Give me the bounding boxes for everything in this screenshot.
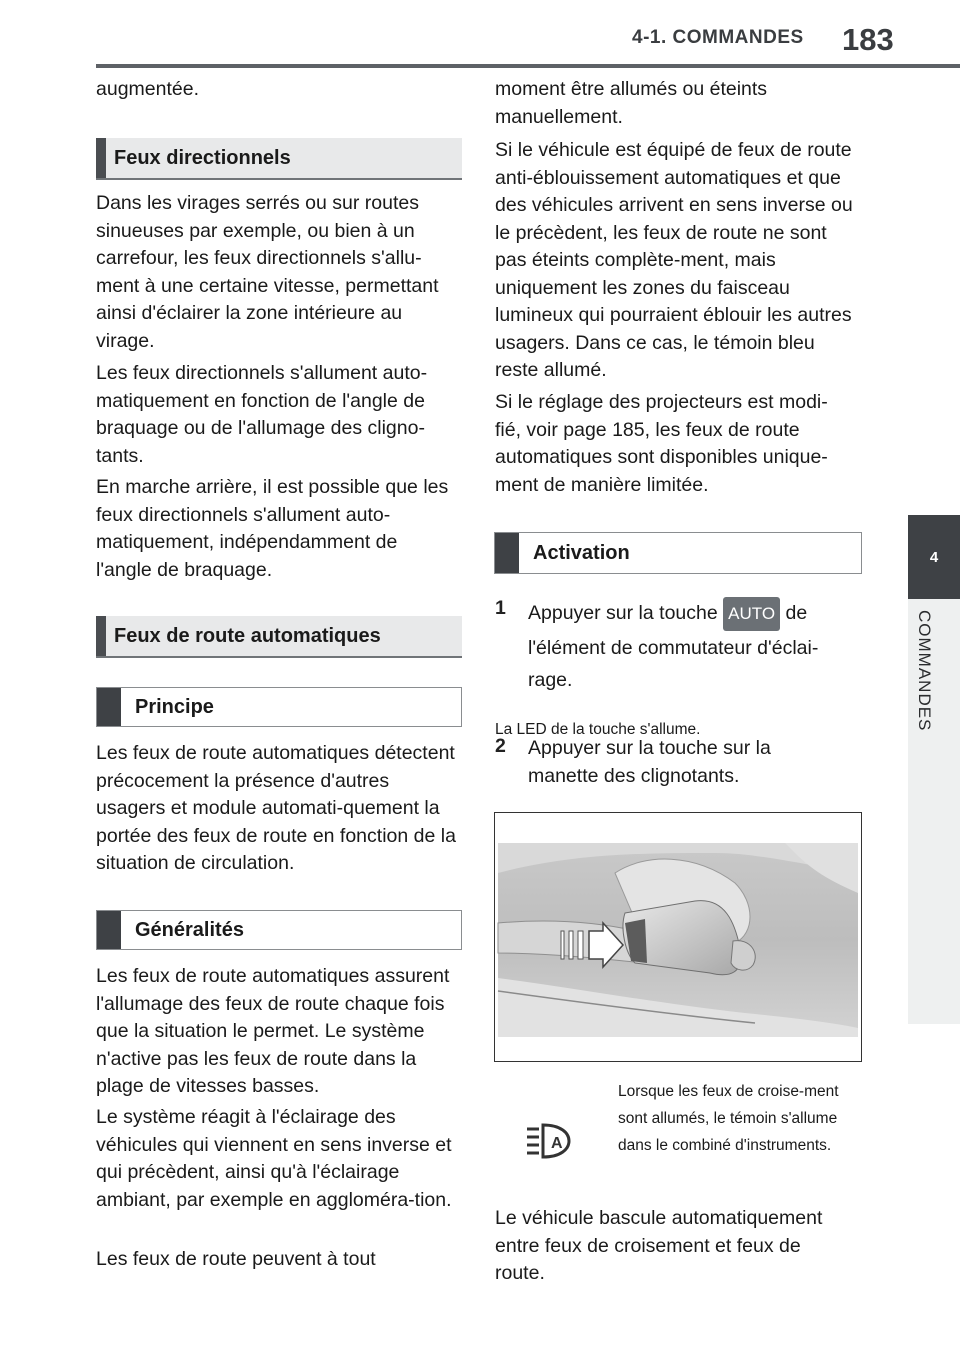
section-title: 4-1. COMMANDES: [632, 27, 804, 48]
step-number: 1: [495, 597, 506, 619]
step-1-line1: [528, 597, 858, 631]
step-1-text: Appuyer sur la touche: [528, 602, 718, 625]
paragraph: En marche arrière, il est possible que les feux directionnels s'allument auto-matiquement, indépendamment de l'angle de braquage.: [96, 476, 449, 581]
heading-feux-directionnels: [96, 138, 462, 180]
heading-text: Feux directionnels: [114, 146, 291, 169]
chapter-tab: [908, 515, 960, 599]
intro-text: augmentée.: [96, 78, 199, 100]
heading-generalites: [96, 910, 462, 950]
step-2-text: Appuyer sur la touche sur la manette des clignotants.: [528, 737, 771, 787]
paragraph: Les feux de route automatiques assurent l'allumage des feux de route chaque fois que la situation le permet. Le système n'active pas les feux de route dans la plage de vitesses basses.: [96, 965, 450, 1097]
paragraph: moment être allumés ou éteints manuellement.: [495, 78, 768, 128]
indicator-note: Lorsque les feux de croise-ment sont allumés, le témoin s'allume dans le combiné d'instruments.: [618, 1083, 839, 1154]
paragraph: Le système réagit à l'éclairage des véhicules qui viennent en sens inverse et qui précèdent, ainsi qu'à l'éclairage ambiant, par exemple en aggloméra-tion.: [96, 1106, 452, 1211]
step-number: 2: [495, 735, 506, 757]
heading-marker: [97, 911, 121, 949]
figure-illustration: [495, 813, 861, 1061]
svg-text:A: A: [551, 1135, 563, 1152]
auto-key-icon: AUTO: [723, 597, 780, 631]
heading-marker: [96, 138, 106, 178]
chapter-label: COMMANDES: [915, 610, 934, 732]
led-note: La LED de la touche s'allume.: [495, 720, 701, 738]
heading-feux-route-automatiques: [96, 616, 462, 658]
heading-marker: [495, 533, 519, 573]
heading-text: Généralités: [135, 918, 244, 941]
heading-marker: [96, 616, 106, 656]
paragraph: Dans les virages serrés ou sur routes sinueuses par exemple, ou bien à un carrefour, les feux directionnels s'allu-ment à une certaine vitesse, permettant ainsi d'éclairer la zone intérieure au virage.: [96, 192, 439, 352]
step-1-line3: rage.: [528, 669, 573, 691]
page-number: 183: [842, 22, 894, 57]
step-1-text-end: de: [785, 602, 808, 625]
heading-text: Principe: [135, 695, 214, 718]
heading-text: Feux de route automatiques: [114, 624, 381, 647]
paragraph: Si le réglage des projecteurs est modi-fié, voir page 185, les feux de route automatiques sont disponibles unique-ment de manière limitée.: [495, 391, 828, 496]
heading-activation: [494, 532, 862, 574]
paragraph: Si le véhicule est équipé de feux de route anti-éblouissement automatiques et que des véhicules arrivent en sens inverse ou le précèdent, les feux de route ne sont pas éteints complète-ment, mais uniquement les zones du faisceau lumineux qui pourraient éblouir les autres usagers. Dans ce cas, le témoin bleu reste allumé.: [495, 139, 853, 381]
turn-signal-stalk-figure: [494, 812, 862, 1062]
heading-marker: [97, 688, 121, 726]
heading-principe: [96, 687, 462, 727]
header-rule: [96, 64, 960, 68]
chapter-number: 4: [929, 548, 939, 566]
heading-text: Activation: [533, 541, 630, 564]
paragraph: Les feux de route automatiques détectent précocement la présence d'autres usagers et module automati-quement la portée des feux de route en fonction de la situation de circulation.: [96, 742, 456, 874]
paragraph: Les feux directionnels s'allument auto-matiquement en fonction de l'angle de braquage ou de l'allumage des cligno-tants.: [96, 362, 428, 467]
auto-high-beam-icon: [525, 1121, 577, 1163]
paragraph: Le véhicule bascule automatiquement entre feux de croisement et feux de route.: [495, 1207, 823, 1284]
paragraph: Les feux de route peuvent à tout: [96, 1248, 376, 1270]
step-1-line2: l'élément de commutateur d'éclai-: [528, 637, 819, 659]
